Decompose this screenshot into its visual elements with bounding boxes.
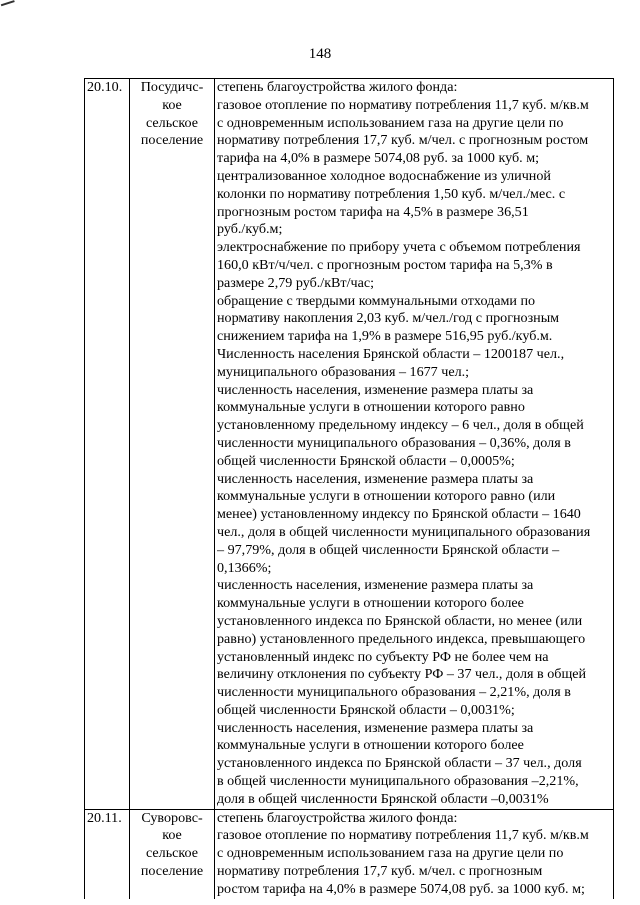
settlement-name-line: кое — [162, 96, 182, 113]
description-line: численности муниципального образования – 0,36%, доля в — [217, 434, 571, 451]
settlement-name-cell — [130, 79, 215, 810]
settlement-name-cell — [130, 809, 215, 898]
description-line: ростом тарифа на 4,0% в размере 5074,08 руб. за 1000 куб. м; — [217, 880, 585, 897]
description-line: нормативу накопления 2,03 куб. м/чел./год с прогнозным — [217, 310, 560, 327]
description-line: установленному предельному индексу – 6 чел., доля в общей — [217, 417, 584, 434]
description-line: менее) установленному индексу по Брянской области – 1640 — [217, 506, 581, 523]
description-line: доля в общей численности Брянской области –0,0031% — [217, 790, 549, 807]
description-line: 160,0 кВт/ч/чел. с прогнозным ростом тарифа на 5,3% в — [217, 256, 553, 273]
description-line: нормативу потребления 17,7 куб. м/чел. с прогнозным — [217, 863, 543, 880]
description-line: с одновременным использованием газа на другие цели по — [217, 845, 564, 862]
description-line: – 97,79%, доля в общей численности Брянской области – — [217, 541, 560, 558]
description-line: установленный индекс по субъекту РФ не более чем на — [217, 648, 549, 665]
description-line: степень благоустройства жилого фонда: — [217, 809, 458, 826]
description-line: коммунальные услуги в отношении которого более — [217, 595, 524, 612]
description-line: численность населения, изменение размера платы за — [217, 470, 534, 487]
settlement-name-line: поселение — [140, 132, 204, 149]
description-line: централизованное холодное водоснабжение из уличной — [217, 167, 551, 184]
table-row — [85, 809, 614, 898]
description-line: Численность населения Брянской области – 1200187 чел., — [217, 345, 565, 362]
settlement-name-line: Посудичс- — [140, 79, 204, 95]
description-line: численность населения, изменение размера платы за — [217, 719, 534, 736]
row-number: 20.10. — [85, 79, 130, 810]
description-cell — [215, 79, 614, 810]
description-line: с одновременным использованием газа на другие цели по — [217, 114, 564, 131]
description-line: электроснабжение по прибору учета с объемом потребления — [217, 239, 581, 256]
tariff-table — [84, 78, 614, 899]
description-cell — [215, 809, 614, 898]
description-line: муниципального образования – 1677 чел.; — [217, 363, 470, 380]
row-number: 20.11. — [85, 809, 130, 898]
settlement-name-line: кое — [162, 827, 182, 844]
table-row — [85, 79, 614, 810]
description-line: степень благоустройства жилого фонда: — [217, 79, 458, 95]
corner-scan-mark — [1, 0, 17, 14]
table-body — [85, 79, 614, 899]
description-line: колонки по нормативу потребления 1,50 куб. м/чел./мес. с — [217, 185, 566, 202]
description-line: величину отклонения по субъекту РФ – 37 чел., доля в общей — [217, 666, 587, 683]
settlement-name-line: сельское — [145, 114, 198, 131]
settlement-name-line: сельское — [145, 845, 198, 862]
description-line: общей численности Брянской области – 0,0005%; — [217, 452, 515, 469]
description-line: газовое отопление по нормативу потребления 11,7 куб. м/кв.м — [217, 827, 589, 844]
description-line: чел., доля в общей численности муниципального образования — [217, 523, 591, 540]
description-line: коммунальные услуги в отношении которого равно — [217, 399, 525, 416]
description-line: тарифа на 4,0% в размере 5074,08 руб. за 1000 куб. м; — [217, 150, 540, 167]
description-line: установленного индекса по Брянской области – 37 чел., доля — [217, 755, 582, 772]
description-line: установленного индекса по Брянской области, но менее (или — [217, 612, 583, 629]
description-line: 0,1366%; — [217, 559, 272, 576]
settlement-name-line: Суворовс- — [141, 809, 203, 826]
description-line: общей численности Брянской области – 0,0031%; — [217, 701, 515, 718]
description-line: газовое отопление по нормативу потребления 11,7 куб. м/кв.м — [217, 96, 589, 113]
description-line: снижением тарифа на 1,9% в размере 516,95 руб./куб.м. — [217, 328, 553, 345]
description-line: численность населения, изменение размера платы за — [217, 577, 534, 594]
description-line: размере 2,79 руб./кВт/час; — [217, 274, 375, 291]
description-line: руб./куб.м; — [217, 221, 283, 238]
description-line: обращение с твердыми коммунальными отходами по — [217, 292, 536, 309]
settlement-name-line: поселение — [140, 863, 204, 880]
description-line: коммунальные услуги в отношении которого равно (или — [217, 488, 556, 505]
description-line: коммунальные услуги в отношении которого более — [217, 737, 524, 754]
description-line: нормативу потребления 17,7 куб. м/чел. с прогнозным ростом — [217, 132, 589, 149]
description-line: равно) установленного предельного индекса, превышающего — [217, 630, 586, 647]
description-line: численности муниципального образования – 2,21%, доля в — [217, 684, 571, 701]
page-number: 148 — [308, 46, 332, 62]
description-line: численность населения, изменение размера платы за — [217, 381, 534, 398]
description-line: прогнозным ростом тарифа на 4,5% в размере 36,51 — [217, 203, 529, 220]
description-line: в общей численности муниципального образования –2,21%, — [217, 773, 579, 790]
